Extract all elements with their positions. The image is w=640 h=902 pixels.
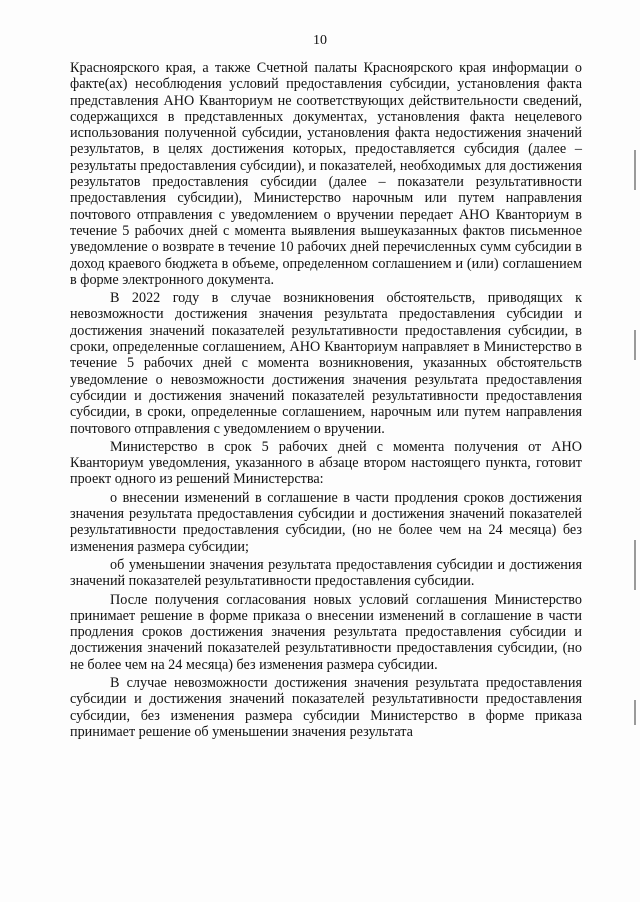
paragraph-7: В случае невозможности достижения значения результата предоставления субсидии и достижения значений показателей результативности предоставления субсидии, без изменения размера субсидии Министерство в форме приказа принимает решение об уменьшении значения результата bbox=[70, 674, 582, 740]
scan-edge-mark bbox=[634, 330, 636, 360]
scan-edge-mark bbox=[634, 700, 636, 725]
paragraph-3: Министерство в срок 5 рабочих дней с момента получения от АНО Кванториум уведомления, указанного в абзаце втором настоящего пункта, готовит проект одного из решений Министерства: bbox=[70, 438, 582, 488]
paragraph-1: Красноярского края, а также Счетной палаты Красноярского края информации о факте(ах) несоблюдения условий предоставления субсидии, установления факта представления АНО Кванториум не соответствующих действительности сведений, содержащихся в представленных документах, установления факта нецелевого использования полученной субсидии, установления факта недостижения значений результатов, в целях достижения которых, предоставляется субсидия (далее – результаты предоставления субсидии), и показателей, необходимых для достижения результатов предоставления субсидии (далее – показатели результативности предоставления субсидии), Министерство нарочным или путем направления почтового отправления с уведомлением о вручении передает АНО Кванториум в течение 5 рабочих дней с момента выявления вышеуказанных фактов письменное уведомление о возврате в течение 10 рабочих дней перечисленных сумм субсидии в доход краевого бюджета в объеме, определенном соглашением и (или) соглашением в форме электронного документа. bbox=[70, 60, 582, 288]
paragraph-6: После получения согласования новых условий соглашения Министерство принимает решение в форме приказа о внесении изменений в соглашение в части продления сроков достижения значения результата предоставления субсидии и достижения значений показателей результативности предоставления субсидии, (но не более чем на 24 месяца) без изменения размера субсидии. bbox=[70, 591, 582, 673]
document-body bbox=[70, 60, 582, 740]
page-number: 10 bbox=[313, 33, 327, 48]
scan-edge-mark bbox=[634, 150, 636, 190]
paragraph-4: о внесении изменений в соглашение в части продления сроков достижения значения результата предоставления субсидии и достижения значений показателей результативности предоставления субсидии, (но не более чем на 24 месяца) без изменения размера субсидии; bbox=[70, 489, 582, 555]
paragraph-2: В 2022 году в случае возникновения обстоятельств, приводящих к невозможности достижения значения результата предоставления субсидии и достижения значений показателей результативности предоставления субсидии, в сроки, определенные соглашением, АНО Кванториум направляет в Министерство в течение 5 рабочих дней с момента возникновения, указанных обстоятельств уведомление о невозможности достижения значения результата предоставления субсидии и достижения значений показателей результативности предоставления субсидии, в сроки, определенные соглашением, нарочным или путем направления почтового отправления с уведомлением о вручении. bbox=[70, 290, 582, 437]
paragraph-5: об уменьшении значения результата предоставления субсидии и достижения значений показателей результативности предоставления субсидии. bbox=[70, 556, 582, 590]
scan-edge-mark bbox=[634, 540, 636, 590]
